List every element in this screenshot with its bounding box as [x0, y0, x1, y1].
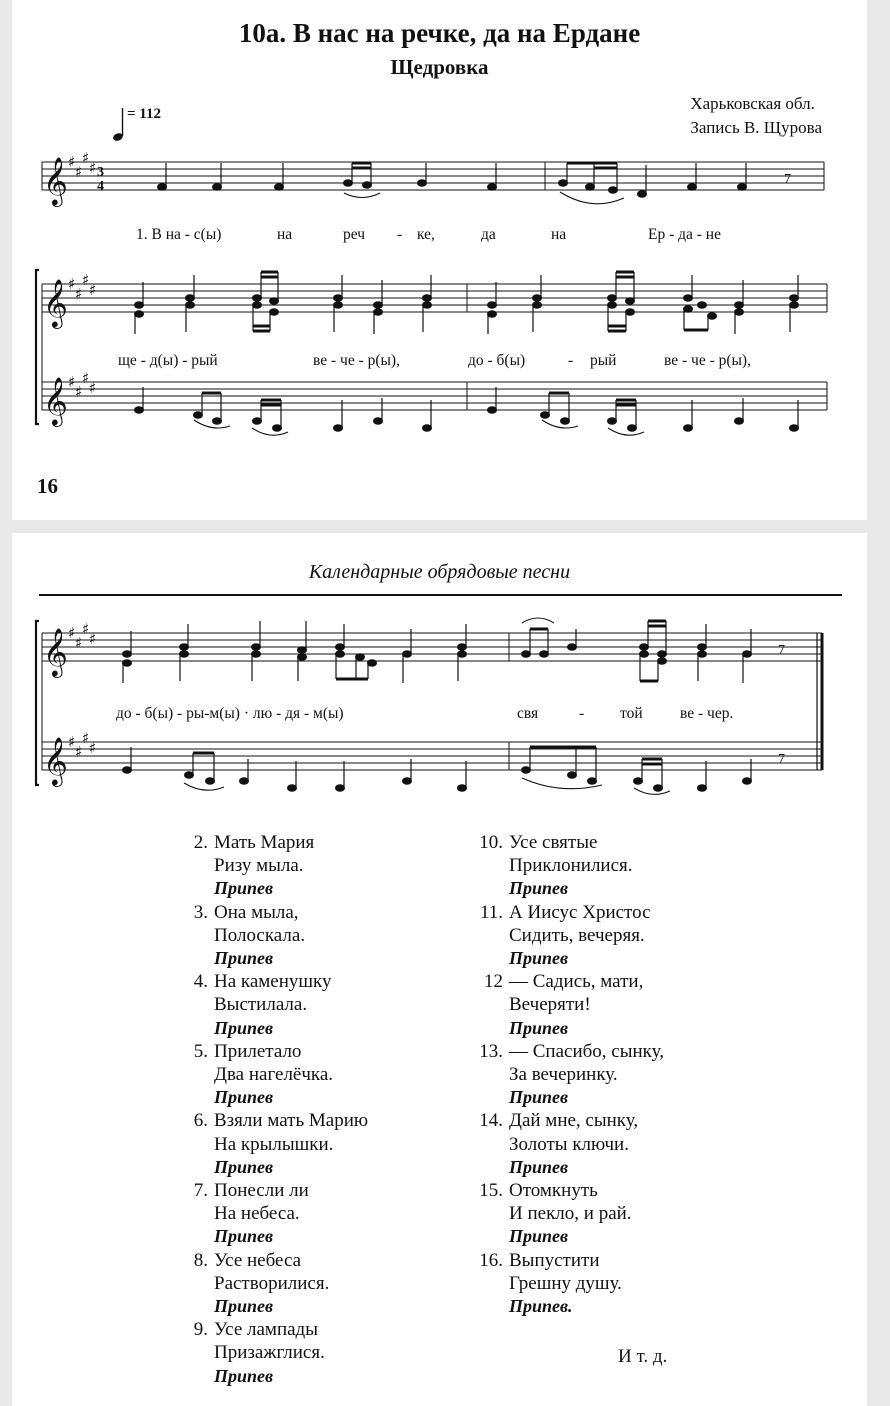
- source-recorder: Запись В. Щурова: [690, 118, 822, 137]
- verse: [479, 1040, 664, 1110]
- verse: [193, 970, 368, 1040]
- verse: [193, 901, 368, 971]
- verse-line: Выстилала.: [214, 994, 308, 1016]
- score-page1: [12, 0, 867, 520]
- svg-text:♯: ♯: [89, 281, 97, 299]
- tempo-marking: = 112: [127, 106, 161, 122]
- refrain-label: Припев: [509, 948, 569, 969]
- lyric-syllable: свя: [517, 705, 539, 722]
- verse-line: — Спасибо, сынку,: [509, 1040, 664, 1062]
- song-subtitle: Щедровка: [390, 55, 489, 79]
- lyric-syllable: на: [551, 226, 567, 243]
- treble-clef-icon: 𝄞: [43, 627, 68, 676]
- verse-line: Вечеряти!: [509, 994, 591, 1016]
- refrain-label: Припев: [214, 1087, 274, 1108]
- verses-left-column: [193, 831, 369, 1388]
- verse-number: 5.: [193, 1040, 208, 1062]
- verse-line: Грешну душу.: [509, 1272, 622, 1294]
- verse-line: — Садись, мати,: [509, 971, 644, 993]
- page-number: 16: [37, 474, 58, 498]
- verse-line: За вечеринку.: [509, 1064, 618, 1086]
- song-title: 10а. В нас на речке, да на Ердане: [238, 18, 641, 48]
- verse-number: 10.: [479, 832, 503, 853]
- verse-line: Отомкнуть: [509, 1180, 598, 1202]
- refrain-label: Припев: [509, 1017, 569, 1038]
- verse-number: 13.: [479, 1040, 503, 1062]
- verse-line: Золоты ключи.: [509, 1133, 629, 1155]
- lyric-syllable: 1. В на - с(ы): [136, 226, 222, 243]
- refrain-label: Припев: [214, 1365, 274, 1386]
- verse: [193, 1318, 368, 1388]
- verse-line: На небеса.: [214, 1203, 300, 1225]
- lyric-syllable: ве - че - р(ы),: [664, 352, 751, 369]
- svg-text:♯: ♯: [82, 149, 90, 167]
- svg-text:♯: ♯: [68, 624, 76, 642]
- page-16: [12, 0, 867, 520]
- key-signature-icon: [68, 620, 96, 761]
- verse-line: Ризу мыла.: [214, 855, 304, 877]
- lyric-syllable: на: [277, 226, 293, 243]
- verse-line: Два нагелёчка.: [214, 1064, 334, 1086]
- verse-number: 16.: [479, 1249, 503, 1271]
- verse: [479, 901, 664, 971]
- key-signature-icon: [68, 271, 96, 401]
- verse: [193, 831, 368, 901]
- refrain-label: Припев: [509, 1087, 569, 1108]
- verse-line: Усе лампады: [214, 1319, 318, 1341]
- verse-line: На каменушку: [214, 971, 332, 993]
- svg-text:♯: ♯: [89, 159, 97, 177]
- verse-line: Призажглися.: [214, 1342, 325, 1364]
- verse-line: И пекло, и рай.: [509, 1203, 632, 1225]
- svg-text:♯: ♯: [68, 153, 76, 171]
- treble-clef-icon: 𝄞: [43, 736, 68, 785]
- verse: [479, 1179, 664, 1249]
- verse-number: 6.: [193, 1110, 208, 1132]
- lyric-syllable: до - б(ы) - ры-м(ы) · лю - дя - м(ы): [116, 705, 344, 722]
- svg-text:♯: ♯: [82, 729, 90, 747]
- treble-clef-icon: 𝄞: [43, 278, 68, 327]
- svg-text:7: 7: [784, 172, 791, 187]
- verse: [479, 831, 664, 901]
- lyric-syllable: реч: [343, 226, 366, 243]
- time-sig-top: 3: [97, 165, 104, 180]
- refrain-label: Припев: [509, 1156, 569, 1177]
- verse-number: 15.: [479, 1180, 503, 1202]
- verse: [479, 1109, 664, 1179]
- lyric-syllable: ке,: [417, 226, 435, 243]
- refrain-label: Припев: [509, 1226, 569, 1247]
- slurs-system-1: [344, 192, 624, 204]
- verse-line: Полоскала.: [214, 924, 306, 946]
- svg-text:♯: ♯: [68, 733, 76, 751]
- verse-line: Она мыла,: [214, 901, 299, 923]
- refrain-label: Припев: [214, 1156, 274, 1177]
- verse-line: А Иисус Христос: [509, 901, 651, 923]
- refrain-label: Припев.: [509, 1296, 573, 1317]
- verse: [193, 1109, 369, 1179]
- ending-note: И т. д.: [618, 1346, 668, 1367]
- verse-line: Выпустити: [509, 1249, 600, 1271]
- verse-line: Взяли мать Марию: [214, 1110, 369, 1132]
- lyric-syllable: той: [620, 705, 643, 722]
- svg-text:7: 7: [778, 752, 785, 767]
- verse-number: 11.: [479, 901, 503, 923]
- refrain-label: Припев: [214, 948, 274, 969]
- lyric-syllable: ве - чер.: [680, 705, 734, 722]
- svg-text:♯: ♯: [89, 630, 97, 648]
- verse-number: 8.: [193, 1249, 208, 1271]
- svg-text:♯: ♯: [68, 373, 76, 391]
- verse: [479, 1249, 664, 1319]
- verse-line: На крылышки.: [214, 1133, 334, 1155]
- time-sig-bottom: 4: [97, 179, 104, 194]
- svg-text:♯: ♯: [75, 383, 83, 401]
- source-region: Харьковская обл.: [690, 94, 815, 113]
- verse: [193, 1179, 368, 1249]
- svg-text:7: 7: [778, 643, 785, 658]
- verse-line: Мать Мария: [214, 832, 315, 853]
- svg-text:♯: ♯: [82, 620, 90, 638]
- lyric-syllable: ще - д(ы) - рый: [118, 352, 218, 369]
- verse-line: Понесли ли: [214, 1180, 309, 1202]
- lyric-syllable: Ер - да - не: [648, 226, 721, 243]
- verse-number: 7.: [193, 1180, 208, 1202]
- verse-number: 4.: [193, 971, 208, 993]
- running-head: Календарные обрядовые песни: [308, 561, 571, 583]
- verse-line: Растворилися.: [214, 1272, 330, 1294]
- score-page2: [12, 533, 867, 813]
- treble-clef-icon: 𝄞: [43, 376, 68, 425]
- lyric-syllable: -: [397, 226, 403, 243]
- verse-line: Усе небеса: [214, 1249, 302, 1271]
- verse-number: 12: [484, 971, 503, 993]
- lyric-syllable: -: [568, 352, 574, 369]
- svg-text:♯: ♯: [68, 275, 76, 293]
- verse-line: Приклонилися.: [509, 855, 633, 877]
- verse: [193, 1249, 368, 1319]
- refrain-label: Припев: [214, 1017, 274, 1038]
- refrain-label: Припев: [214, 1296, 274, 1317]
- verse: [193, 1040, 368, 1110]
- tempo-note-icon: [112, 108, 124, 142]
- verse-line: Сидить, вечеряя.: [509, 924, 645, 946]
- svg-text:♯: ♯: [82, 369, 90, 387]
- verse-number: 9.: [193, 1319, 208, 1341]
- lyric-syllable: рый: [590, 352, 617, 369]
- verse-line: Дай мне, сынку,: [509, 1110, 639, 1132]
- refrain-label: Припев: [214, 878, 274, 899]
- svg-text:♯: ♯: [89, 379, 97, 397]
- svg-text:♯: ♯: [75, 743, 83, 761]
- lyric-syllable: да: [481, 226, 496, 243]
- treble-clef-icon: 𝄞: [43, 156, 68, 205]
- page-17: [12, 533, 867, 1406]
- refrain-label: Припев: [509, 878, 569, 899]
- svg-text:♯: ♯: [75, 285, 83, 303]
- svg-text:♯: ♯: [82, 271, 90, 289]
- verse: [484, 970, 664, 1040]
- svg-text:♯: ♯: [89, 739, 97, 757]
- verse-line: Усе святые: [509, 832, 598, 853]
- lyric-syllable: до - б(ы): [468, 352, 526, 369]
- svg-text:♯: ♯: [75, 163, 83, 181]
- refrain-label: Припев: [214, 1226, 274, 1247]
- lyric-syllable: ве - че - р(ы),: [313, 352, 400, 369]
- verse-line: Прилетало: [214, 1040, 302, 1062]
- verse-number: 14.: [479, 1110, 503, 1132]
- verses-right-column: [479, 831, 664, 1318]
- notes-system-1: [158, 163, 792, 197]
- svg-text:♯: ♯: [75, 634, 83, 652]
- lyric-syllable: -: [579, 705, 585, 722]
- verse-number: 2.: [193, 832, 208, 853]
- verse-number: 3.: [193, 901, 208, 923]
